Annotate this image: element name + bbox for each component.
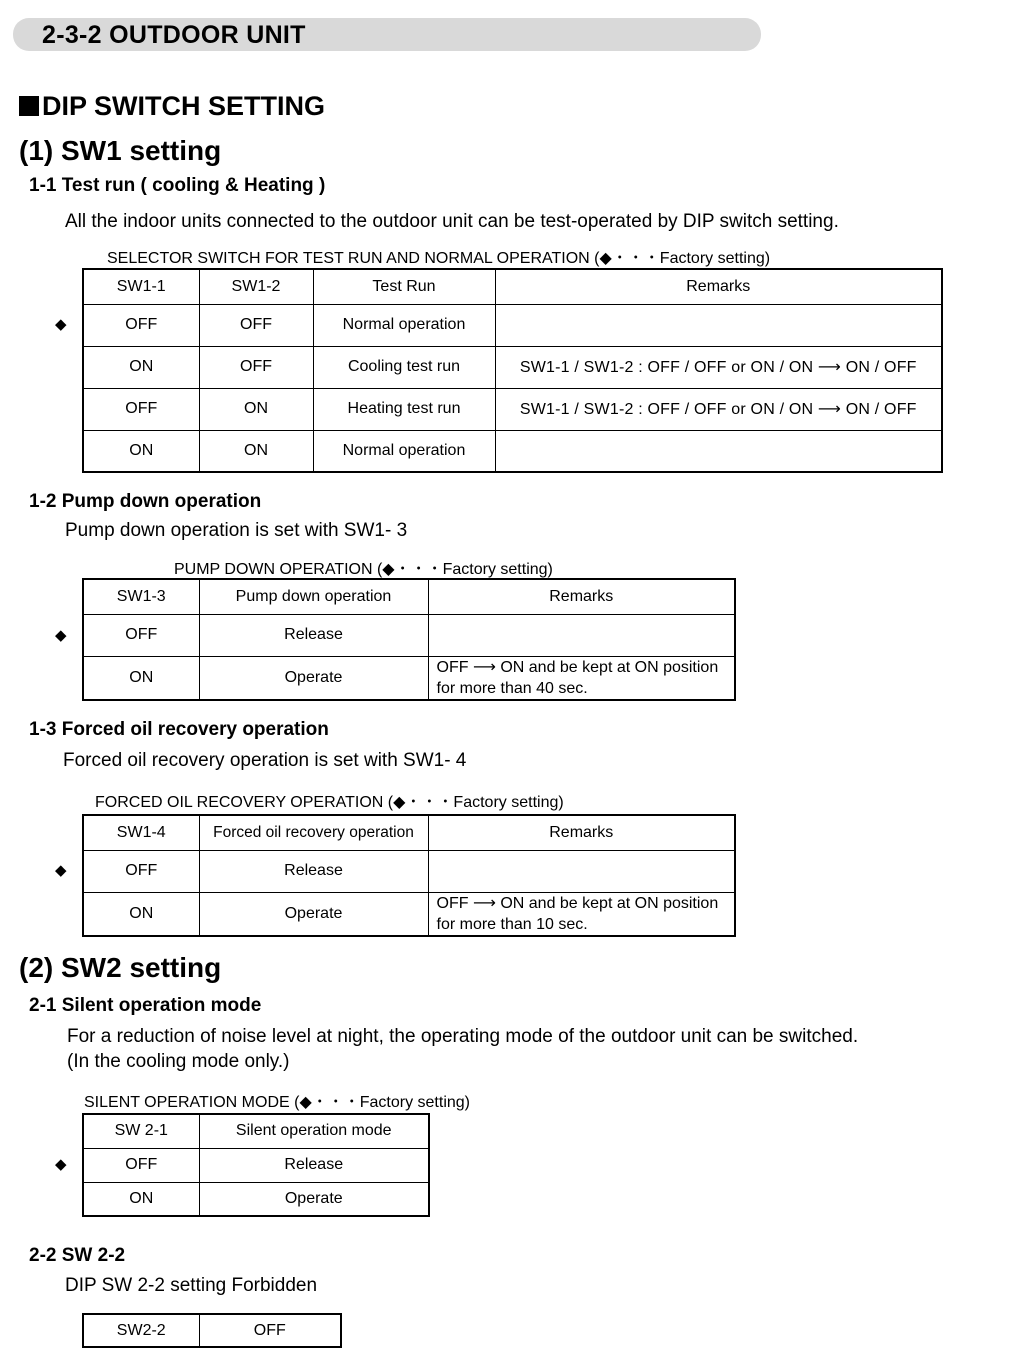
factory-setting-marker-icon: ◆ [55, 1156, 67, 1173]
table-cell: SW1-1 / SW1-2 : OFF / OFF or ON / ON ⟶ ON / OFF [495, 388, 942, 430]
test-run-description: All the indoor units connected to the outdoor unit can be test-operated by DIP switch setting. [65, 211, 839, 232]
table-header-cell: SW1-3 [83, 579, 199, 614]
oil-recovery-description: Forced oil recovery operation is set with SW1- 4 [63, 750, 467, 771]
pump-down-table [82, 578, 736, 701]
table-header-cell: SW1-1 [83, 269, 199, 304]
table-cell: SW1-1 / SW1-2 : OFF / OFF or ON / ON ⟶ ON / OFF [495, 346, 942, 388]
table-header-cell: Remarks [428, 579, 735, 614]
table-row [83, 892, 735, 936]
table-header-cell: SW 2-1 [83, 1114, 199, 1148]
silent-caption: SILENT OPERATION MODE (◆・・・Factory setting) [84, 1094, 471, 1111]
table-cell: SW2-2 [83, 1314, 199, 1347]
silent-table [82, 1113, 430, 1217]
table-header-row [83, 1114, 429, 1148]
pump-down-caption: PUMP DOWN OPERATION (◆・・・Factory setting) [174, 561, 553, 578]
table-cell: Operate [199, 1182, 429, 1216]
table-cell: OFF [83, 304, 199, 346]
table-row [83, 1148, 429, 1182]
subsection-title-pump-down: 1-2 Pump down operation [29, 491, 262, 512]
table-cell: OFF ⟶ ON and be kept at ON position for more than 40 sec. [428, 656, 735, 700]
table-header-cell: SW1-2 [199, 269, 313, 304]
table-header-row [83, 269, 942, 304]
table-cell: Operate [199, 892, 428, 936]
table-header-row [83, 579, 735, 614]
table-cell: OFF [199, 1314, 341, 1347]
oil-recovery-table [82, 814, 736, 937]
section-title-sw1: (1) SW1 setting [19, 135, 222, 166]
table-cell: Cooling test run [313, 346, 495, 388]
table-row [83, 850, 735, 892]
table-row [83, 614, 735, 656]
table-cell: ON [199, 430, 313, 472]
table-cell: Release [199, 850, 428, 892]
subsection-title-silent: 2-1 Silent operation mode [29, 995, 262, 1016]
table-cell: Normal operation [313, 304, 495, 346]
table-cell: Release [199, 614, 428, 656]
main-heading: DIP SWITCH SETTING [19, 91, 325, 122]
table-cell: ON [199, 388, 313, 430]
table-header-cell: Remarks [428, 815, 735, 850]
table-cell: Normal operation [313, 430, 495, 472]
table-cell: ON [83, 656, 199, 700]
table-row [83, 1182, 429, 1216]
table-cell [428, 614, 735, 656]
pump-down-description: Pump down operation is set with SW1- 3 [65, 520, 408, 541]
table-cell: ON [83, 1182, 199, 1216]
sw22-table [82, 1313, 342, 1348]
factory-setting-marker-icon: ◆ [55, 862, 67, 879]
table-cell: OFF [83, 614, 199, 656]
factory-setting-marker-icon: ◆ [55, 627, 67, 644]
table-cell: OFF [83, 1148, 199, 1182]
table-row [83, 1314, 341, 1347]
table-header-row [83, 815, 735, 850]
table-row [83, 304, 942, 346]
table-cell [428, 850, 735, 892]
table-cell: Release [199, 1148, 429, 1182]
subsection-title-test-run: 1-1 Test run ( cooling & Heating ) [29, 175, 326, 196]
table-row [83, 346, 942, 388]
test-run-table [82, 268, 943, 473]
sw22-description: DIP SW 2-2 setting Forbidden [65, 1275, 318, 1296]
table-cell [495, 304, 942, 346]
subsection-title-oil-recovery: 1-3 Forced oil recovery operation [29, 719, 329, 740]
table-cell: Heating test run [313, 388, 495, 430]
table-row [83, 388, 942, 430]
table-row [83, 656, 735, 700]
silent-description-note: (In the cooling mode only.) [67, 1051, 290, 1072]
test-run-caption: SELECTOR SWITCH FOR TEST RUN AND NORMAL OPERATION (◆・・・Factory setting) [107, 250, 771, 267]
table-cell: OFF [83, 850, 199, 892]
table-row [83, 430, 942, 472]
table-cell: ON [83, 892, 199, 936]
table-cell: OFF [199, 304, 313, 346]
silent-description: For a reduction of noise level at night, the operating mode of the outdoor unit can be switched. [67, 1026, 859, 1047]
oil-recovery-caption: FORCED OIL RECOVERY OPERATION (◆・・・Factory setting) [95, 794, 564, 811]
table-cell: ON [83, 430, 199, 472]
factory-setting-marker-icon: ◆ [55, 316, 67, 333]
table-cell: Operate [199, 656, 428, 700]
table-header-cell: Forced oil recovery operation [199, 815, 428, 850]
table-header-cell: Remarks [495, 269, 942, 304]
table-cell: ON [83, 346, 199, 388]
square-bullet-icon [19, 96, 39, 116]
table-header-cell: SW1-4 [83, 815, 199, 850]
page-title: 2-3-2 OUTDOOR UNIT [42, 21, 306, 49]
table-cell [495, 430, 942, 472]
table-header-cell: Silent operation mode [199, 1114, 429, 1148]
section-title-sw2: (2) SW2 setting [19, 952, 222, 983]
table-header-cell: Test Run [313, 269, 495, 304]
table-header-cell: Pump down operation [199, 579, 428, 614]
table-cell: OFF ⟶ ON and be kept at ON position for more than 10 sec. [428, 892, 735, 936]
table-cell: OFF [83, 388, 199, 430]
table-cell: OFF [199, 346, 313, 388]
subsection-title-sw22: 2-2 SW 2-2 [29, 1245, 126, 1266]
